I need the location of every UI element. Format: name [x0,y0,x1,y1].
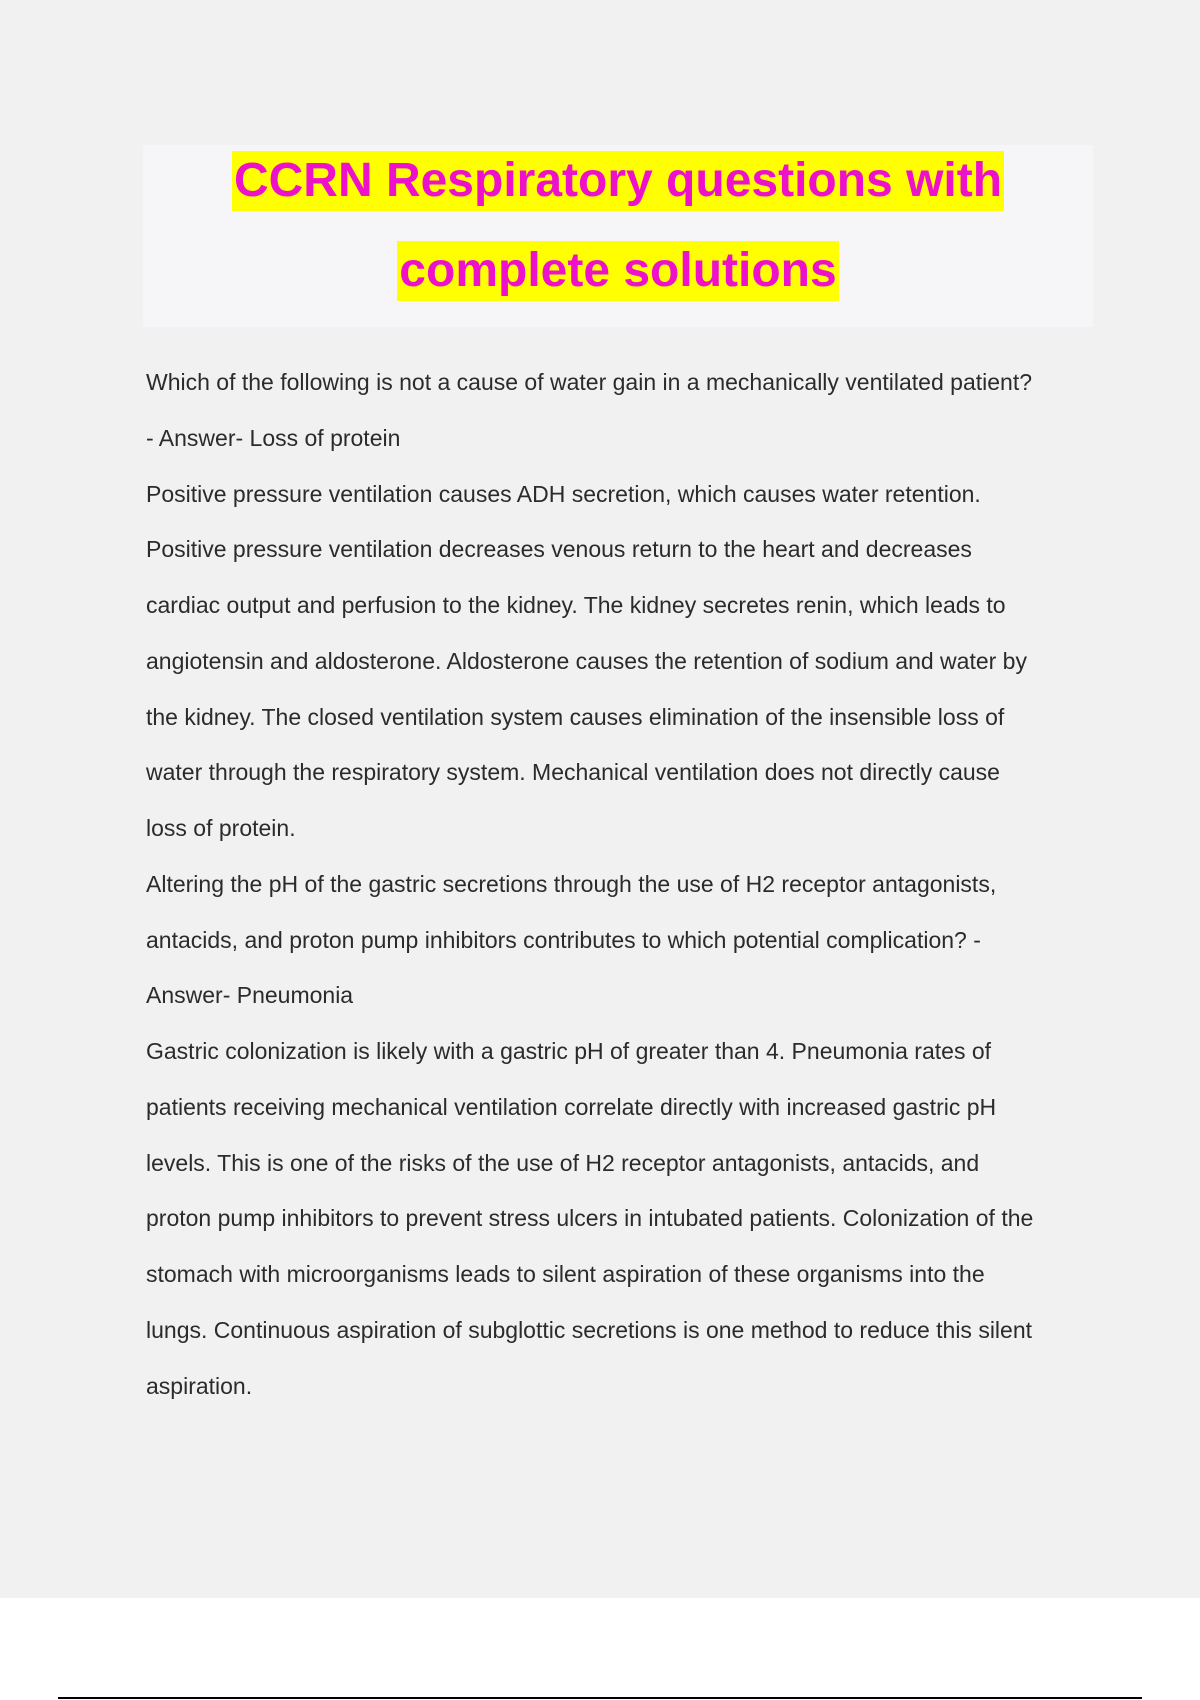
text-line: - Answer- Loss of protein [146,424,401,451]
text-line: cardiac output and perfusion to the kidney. The kidney secretes renin, which leads to [146,592,1006,618]
title-block [143,145,1093,327]
text-line: stomach with microorganisms leads to silent aspiration of these organisms into the [146,1261,985,1287]
text-line: Gastric colonization is likely with a gastric pH of greater than 4. Pneumonia rates of [146,1038,992,1064]
text-line: water through the respiratory system. Mechanical ventilation does not directly cause [146,759,1000,786]
text-line: Positive pressure ventilation decreases venous return to the heart and decreases [146,536,972,563]
text-line: patients receiving mechanical ventilation correlate directly with increased gastric pH [146,1093,997,1120]
text-line: Positive pressure ventilation causes ADH secretion, which causes water retention. [146,480,981,507]
text-line: Answer- Pneumonia [146,982,354,1009]
text-line: levels. This is one of the risks of the use of H2 receptor antagonists, antacids, and [146,1149,980,1176]
text-line: aspiration. [146,1372,253,1399]
footer-divider [58,1697,1142,1699]
text-line: antacids, and proton pump inhibitors contributes to which potential complication? - [146,926,981,953]
text-line: proton pump inhibitors to prevent stress ulcers in intubated patients. Colonization of the [146,1205,1034,1232]
text-line: the kidney. The closed ventilation system causes elimination of the insensible loss of [146,703,1005,730]
text-line: angiotensin and aldosterone. Aldosterone causes the retention of sodium and water by [146,647,1027,674]
text-line: lungs. Continuous aspiration of subglottic secretions is one method to reduce this silent [146,1316,1033,1343]
page-title-line-2: complete solutions [397,241,838,301]
text-line: Which of the following is not a cause of water gain in a mechanically ventilated patient? [146,369,1033,395]
body-text [146,355,1106,1414]
text-line: Altering the pH of the gastric secretions through the use of H2 receptor antagonists, [146,870,997,897]
text-line: loss of protein. [146,815,296,841]
page-title-line-1: CCRN Respiratory questions with [232,151,1004,211]
